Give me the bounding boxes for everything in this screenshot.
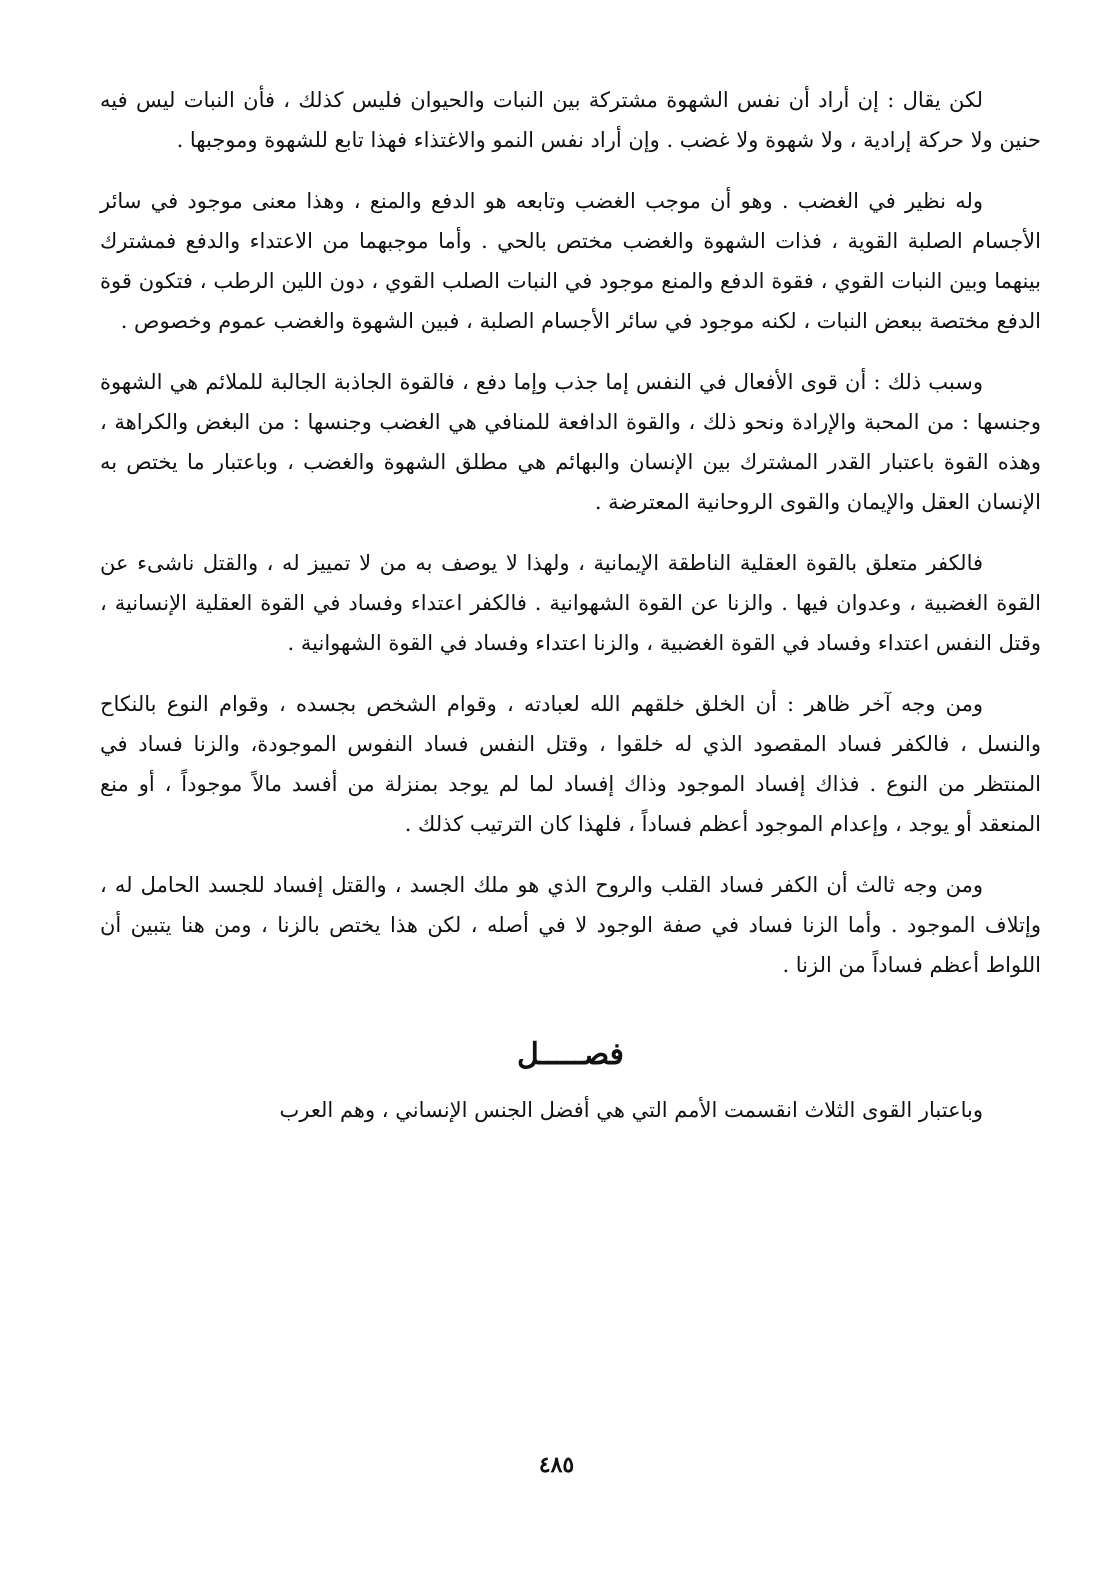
page-number: ٤٨٥ [538,1452,575,1478]
paragraph-5: ومن وجه آخر ظاهر : أن الخلق خلقهم الله لعبادته ، وقوام الشخص بجسده ، وقوام النوع بالنكاح والنسل ، فالكفر فساد المقصود الذي له خلقوا ، وقتل النفس فساد النفوس الموجودة، والزنا فساد في المنتظر من النوع . فذاك إفساد الموجود وذاك إفساد لما لم يوجد بمنزلة من أفسد مالاً موجوداً ، أو منع المنعقد أو يوجد ، وإعدام الموجود أعظم فساداً ، فلهذا كان الترتيب كذلك . [100,692,1041,836]
document-page [100,80,1041,1584]
section-heading: فصـــــل [516,1037,625,1072]
paragraph-1: لكن يقال : إن أراد أن نفس الشهوة مشتركة بين النبات والحيوان فليس كذلك ، فأن النبات ليس فيه حنين ولا حركة إرادية ، ولا شهوة ولا غضب . وإن أراد نفس النمو والاغتذاء فهذا تابع للشهوة وموجبها . [100,88,1041,152]
closing-paragraph: وباعتبار القوى الثلاث انقسمت الأمم التي هي أفضل الجنس الإنساني ، وهم العرب [279,1098,983,1122]
paragraph-2: وله نظير في الغضب . وهو أن موجب الغضب وتابعه هو الدفع والمنع ، وهذا معنى موجود في سائر الأجسام الصلبة القوية ، فذات الشهوة والغضب مختص بالحي . وأما موجبهما من الاعتداء والدفع فمشترك بينهما وبين النبات القوي ، فقوة الدفع والمنع موجود في النبات الصلب القوي ، دون اللين الرطب ، فتكون قوة الدفع مختصة ببعض النبات ، لكنه موجود في سائر الأجسام الصلبة ، فبين الشهوة والغضب عموم وخصوص . [100,189,1041,333]
paragraph-3: وسبب ذلك : أن قوى الأفعال في النفس إما جذب وإما دفع ، فالقوة الجاذبة الجالبة للملائم هي الشهوة وجنسها : من المحبة والإرادة ونحو ذلك ، والقوة الدافعة للمنافي هي الغضب وجنسها : من البغض والكراهة ، وهذه القوة باعتبار القدر المشترك بين الإنسان والبهائم هي مطلق الشهوة والغضب ، وباعتبار ما يختص به الإنسان العقل والإيمان والقوى الروحانية المعترضة . [100,370,1041,514]
paragraph-4: فالكفر متعلق بالقوة العقلية الناطقة الإيمانية ، ولهذا لا يوصف به من لا تمييز له ، والقتل ناشىء عن القوة الغضبية ، وعدوان فيها . والزنا عن القوة الشهوانية . فالكفر اعتداء وفساد في القوة العقلية الإنسانية ، وقتل النفس اعتداء وفساد في القوة الغضبية ، والزنا اعتداء وفساد في القوة الشهوانية . [100,551,1041,655]
paragraph-6: ومن وجه ثالث أن الكفر فساد القلب والروح الذي هو ملك الجسد ، والقتل إفساد للجسد الحامل له ، وإتلاف الموجود . وأما الزنا فساد في صفة الوجود لا في أصله ، لكن هذا يختص بالزنا ، ومن هنا يتبين أن اللواط أعظم فساداً من الزنا . [100,873,1041,977]
